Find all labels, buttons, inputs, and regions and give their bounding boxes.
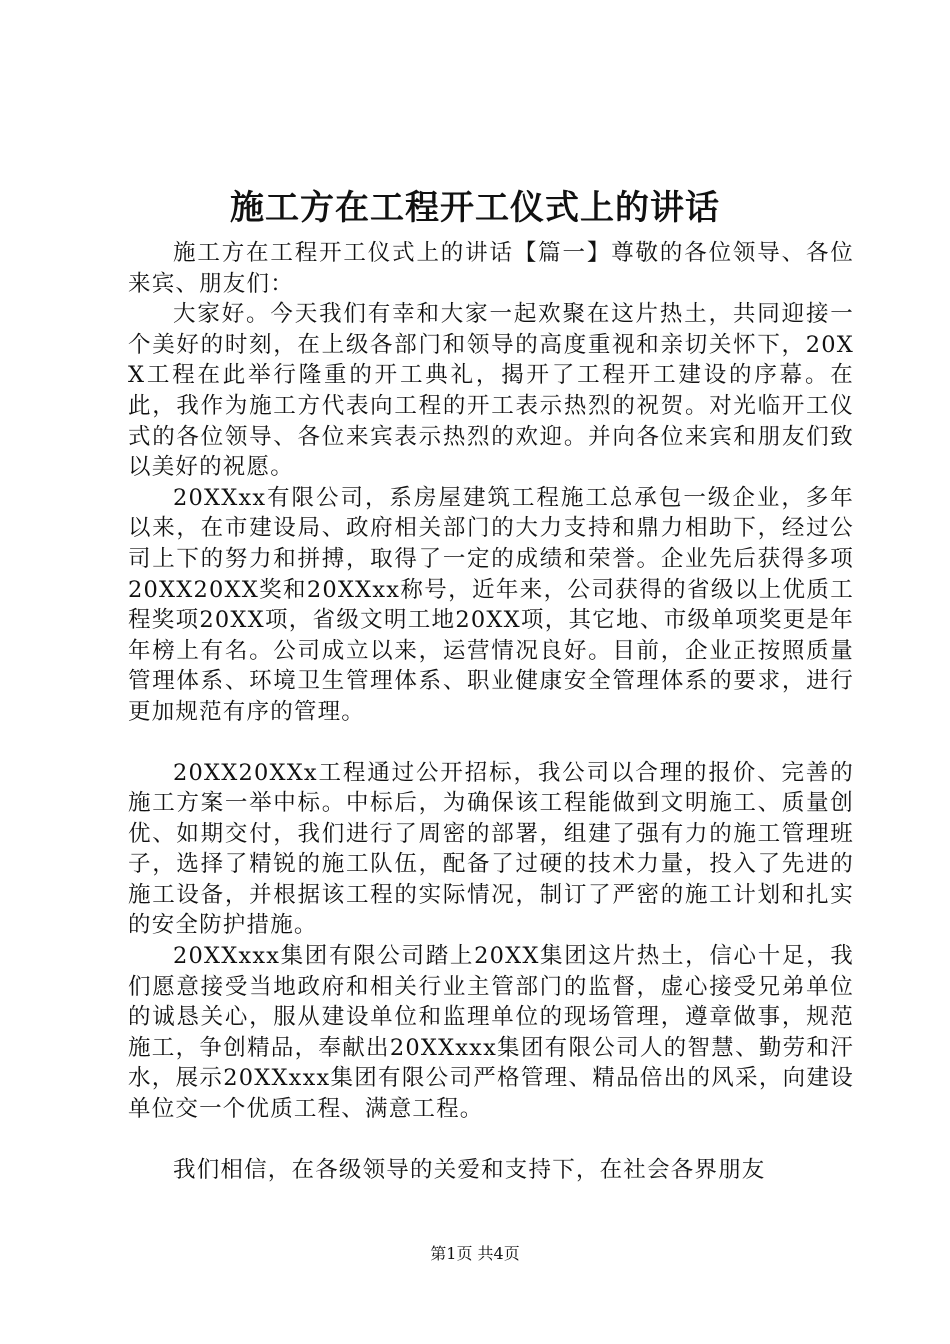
paragraph-company-intro: 20XXxx有限公司，系房屋建筑工程施工总承包一级企业，多年以来，在市建设局、政府相关部门的大力支持和鼎力相助下，经过公司上下的努力和拼搏，取得了一定的成绩和荣誉。企业先后获得多项20XX20XX奖和20XXxx称号，近年来，公司获得的省级以上优质工程奖项20XX项，省级文明工地20XX项，其它地、市级单项奖更是年年榜上有名。公司成立以来，运营情况良好。目前，企业正按照质量管理体系、环境卫生管理体系、职业健康安全管理体系的要求，进行更加规范有序的管理。 (128, 484, 854, 725)
paragraph-closing: 我们相信，在各级领导的关爱和支持下，在社会各界朋友 (173, 1156, 766, 1183)
paragraph-welcome: 大家好。今天我们有幸和大家一起欢聚在这片热土，共同迎接一个美好的时刻，在上级各部门和领导的高度重视和亲切关怀下，20XX工程在此举行隆重的开工典礼，揭开了工程开工建设的序幕。在此，我作为施工方代表向工程的开工表示热烈的祝贺。对光临开工仪式的各位领导、各位来宾表示热烈的欢迎。并向各位来宾和朋友们致以美好的祝愿。 (128, 301, 854, 481)
page-number-footer: 第1页 共4页 (430, 1244, 520, 1263)
paragraph-project-bid: 20XX20XXx工程通过公开招标，我公司以合理的报价、完善的施工方案一举中标。中标后，为确保该工程能做到文明施工、质量创优、如期交付，我们进行了周密的部署，组建了强有力的施工管理班子，选择了精锐的施工队伍，配备了过硬的技术力量，投入了先进的施工设备，并根据该工程的实际情况，制订了严密的施工计划和扎实的安全防护措施。 (128, 759, 854, 939)
paragraph-greeting: 施工方在工程开工仪式上的讲话【篇一】尊敬的各位领导、各位来宾、朋友们： (128, 240, 854, 297)
document-body (128, 238, 854, 1185)
document-title: 施工方在工程开工仪式上的讲话 (230, 188, 720, 228)
paragraph-commitment: 20XXxxx集团有限公司踏上20XX集团这片热土，信心十足，我们愿意接受当地政府和相关行业主管部门的监督，虚心接受兄弟单位的诚恳关心，服从建设单位和监理单位的现场管理，遵章做事，规范施工，争创精品，奉献出20XXxxx集团有限公司人的智慧、勤劳和汗水，展示20XXxxx集团有限公司严格管理、精品倍出的风采，向建设单位交一个优质工程、满意工程。 (128, 943, 854, 1123)
